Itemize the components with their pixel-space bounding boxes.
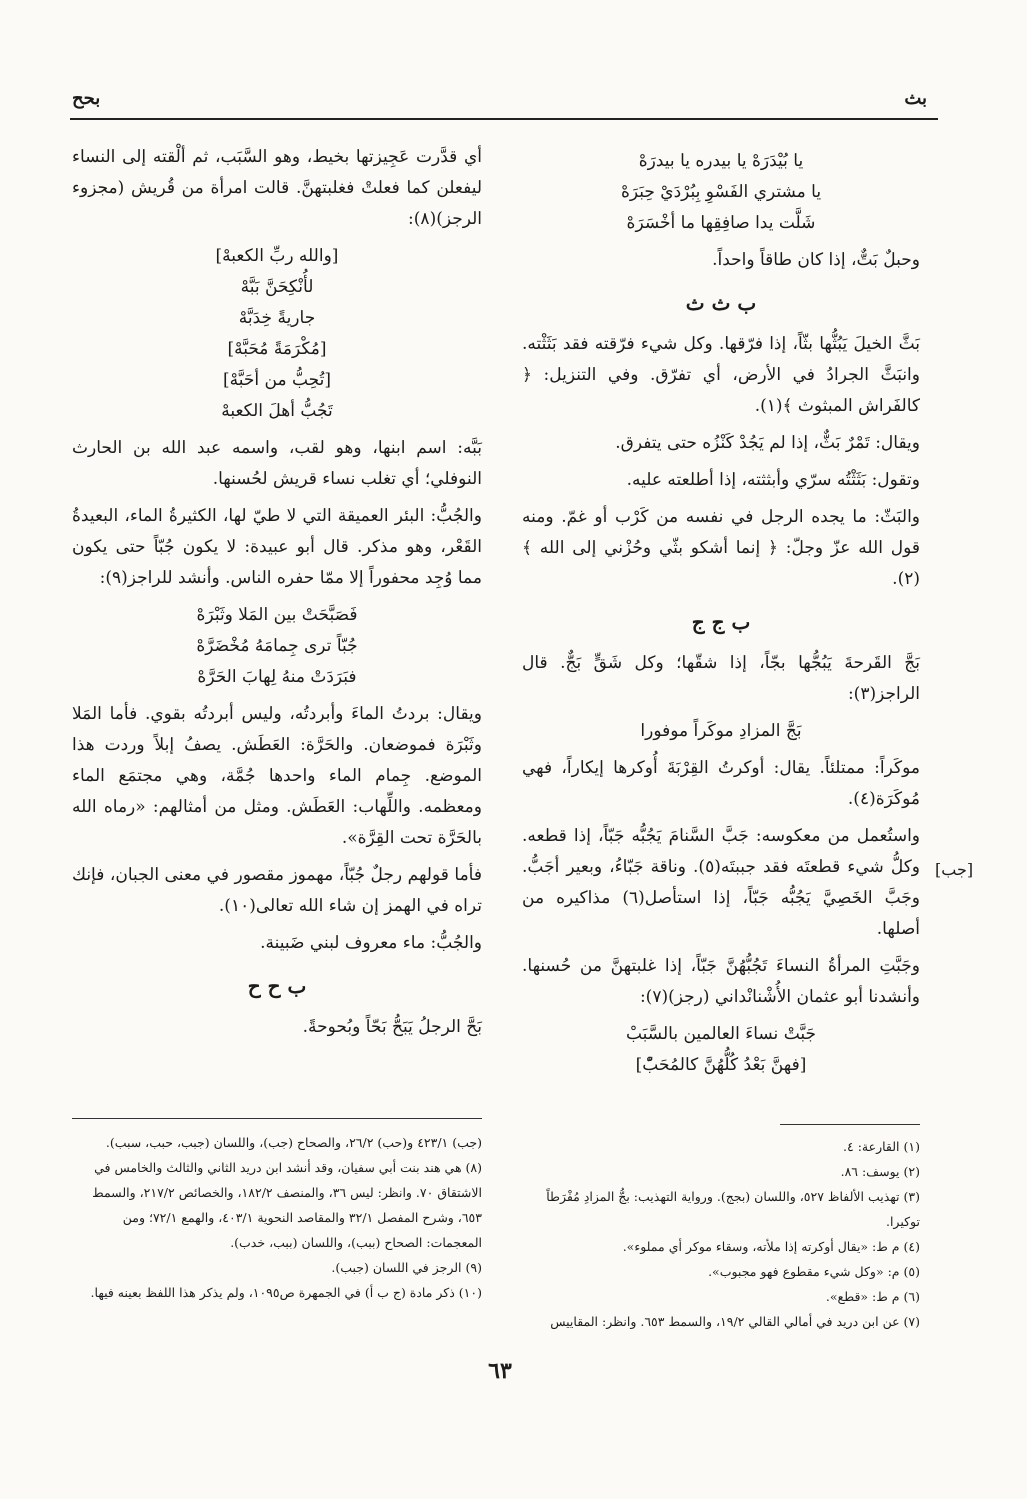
verse-line: [والله ربِّ الكعبهْ] bbox=[215, 246, 339, 266]
page-number: ٦٣ bbox=[488, 1358, 512, 1384]
poem-verse-bidara bbox=[522, 146, 920, 239]
footnote-rule-left bbox=[72, 1118, 482, 1119]
header-rule bbox=[70, 118, 938, 120]
footnote: (٣) تهذيب الألفاظ ٥٢٧، واللسان (بجج). ورواية التهذيب: بجُّ المزادِ مُفْرَطاً توكيرا. bbox=[546, 1189, 920, 1229]
paragraph: أي قدَّرت عَجِيزتها بخيط، وهو السَّبَب، ثم ألْقته إلى النساء ليفعلن كما فعلتْ فغلبتهنَّ. قالت امرأة من قُريش (مجزوء الرجز)(٨): bbox=[72, 147, 482, 229]
footnote: (٦) م ط: «قطع». bbox=[825, 1289, 920, 1304]
paragraph: وجَبَّتِ المرأةُ النساءَ تَجُبُّهُنَّ جَبّاً، إذا غلبتهنَّ من حُسنها. وأنشدنا أبو عثمان الأُشْنانْداني (رجز)(٧): bbox=[522, 956, 920, 1007]
footnote: (١٠) ذكر مادة (ج ب أ) في الجمهرة ص١٠٩٥، ولم يذكر هذا اللفظ بعينه فيها. bbox=[90, 1285, 482, 1300]
verse-line: جُبّاً ترى جِمامَهُ مُخْضَرَّهْ bbox=[196, 636, 358, 656]
paragraph: ويقال: بردتُ الماءَ وأبردتُه، وليس أبردتُه بقوي. فأما المَلا وثَبْرَة فموضعان. والحَرَّة: العَطَش. يصفُ إبلاً وردت هذا الموضع. جِمام الماء واحدها جُمَّة، وهي مجتمَع الماء ومعظمه. واللِّهاب: العَطَش. ومثل من أمثالهم: «رماه الله بالحَرَّة تحت القِرَّة». bbox=[72, 704, 482, 848]
verse-line: [فهنَّ بَعْدُ كُلُّهُنَّ كالمُحَبّْ] bbox=[635, 1055, 807, 1075]
verse-line: لأُنْكِحَنَّ بَبَّهْ bbox=[240, 277, 314, 297]
verse-line: يا بُيْدَرَهْ يا بيدره يا بيدرَهْ bbox=[638, 151, 804, 171]
footnote: (٨) هي هند بنت أبي سفيان، وقد أنشد ابن دريد الثاني والثالث والخامس في الاشتقاق ٧٠. وانظر: ليس ٣٦، والمنصف ١٨٢/٢، والخصائص ٢١٧/٢، والسمط ٦٥٣، وشرح المفصل ٣٢/١ والمقاصد النحوية ٤٠٣/١، والهمع ٧٢/١؛ ومن المعجمات: الصحاح (ببب)، واللسان (ببب، خدب). bbox=[92, 1160, 482, 1250]
footnote: (٤) م ط: «يقال أوكرته إذا ملأته، وسقاء موكر أي مملوء». bbox=[622, 1239, 920, 1254]
poem-verse-kaaba bbox=[72, 241, 482, 427]
footnote: (٩) الرجز في اللسان (جبب). bbox=[331, 1260, 482, 1275]
paragraph: بَثَّ الخيلَ يَبُثُّها بثّاً، إذا فرّقها. وكل شيء فرّقته فقد بَثَثْته. وانبَثَّ الجرادُ في الأرض، أي تفرّق. وفي التنزيل: ﴿ كالفَراش المبثوث ﴾(١). bbox=[522, 334, 920, 416]
verse-line: فبَرَدَتْ منهُ لِهابَ الحَرَّهْ bbox=[197, 667, 357, 687]
verse-line: بَجَّ المزادِ موكَراً موفورا bbox=[640, 721, 802, 741]
paragraph: والجُبُّ: البئر العميقة التي لا طيّ لها، الكثيرةُ الماء، البعيدةُ القَعْر، وهو مذكر. قال أبو عبيدة: لا يكون جُبّاً حتى يكون مما وُجِد محفوراً إلا ممّا حفره الناس. وأنشد للراجز(٩): bbox=[72, 506, 482, 588]
paragraph: وتقول: بَثَثْتُه سرّي وأبثثته، إذا أطلعته عليه. bbox=[626, 470, 920, 490]
footnote: (جب) ٤٢٣/١ و(حب) ٢٦/٢، والصحاح (جب)، واللسان (جبب، حبب، سبب). bbox=[105, 1135, 482, 1150]
footnote: (٢) يوسف: ٨٦. bbox=[840, 1164, 920, 1179]
verse-line: شَلَّت يدا صافِقِها ما أخْسَرَهْ bbox=[626, 213, 816, 233]
entry-heading-btht: ب ث ث bbox=[685, 291, 757, 315]
paragraph: وحبلٌ بَتٌّ، إذا كان طاقاً واحداً. bbox=[712, 250, 920, 270]
margin-tag-jb: [جب] bbox=[935, 860, 974, 879]
running-header-left: بحح bbox=[72, 88, 101, 109]
poem-verse-jabbat bbox=[522, 1019, 920, 1081]
entry-heading-bhh: ب ح ح bbox=[247, 974, 307, 998]
footnotes-right bbox=[520, 1134, 920, 1334]
verse-line: يا مشتري الفَسْوِ بِبُرْدَيْ حِبَرَهْ bbox=[620, 182, 822, 202]
footnote-rule-right bbox=[780, 1124, 920, 1125]
paragraph: بَجَّ القَرحةَ يَبُجُّها بجّاً، إذا شقّها؛ وكل شَقٍّ بَجٌّ. قال الراجز(٣): bbox=[522, 653, 920, 704]
paragraph: موكَراً: ممتلئاً. يقال: أوكرتُ القِرْبَةَ أُوكرها إيكاراً، فهي مُوكَرَة(٤). bbox=[522, 758, 920, 809]
verse-line: جَبَّتْ نساءَ العالمين بالسَّبَبْ bbox=[625, 1024, 817, 1044]
entry-heading-bjj: ب ج ج bbox=[691, 610, 751, 634]
paragraph: والجُبُّ: ماء معروف لبني ضَبينة. bbox=[260, 933, 482, 953]
paragraph: فأما قولهم رجلٌ جُبّاً، مهموز مقصور في معنى الجبان، فإنك تراه في الهمز إن شاء الله تعالى(١٠). bbox=[72, 865, 482, 916]
left-column bbox=[72, 142, 482, 1049]
footnote: (١) القارعة: ٤. bbox=[843, 1139, 920, 1154]
poem-verse-thabra bbox=[72, 600, 482, 693]
paragraph: بَبَّه: اسم ابنها، وهو لقب، واسمه عبد الله بن الحارث النوفلي؛ أي تغلب نساء قريش لحُسنها. bbox=[72, 438, 482, 489]
verse-line: [مُكْرَمَةً مُحَبَّهْ] bbox=[227, 339, 327, 359]
paragraph: واستُعمل من معكوسه: جَبَّ السَّنامَ يَجُبُّه جَبّاً، إذا قطعه. وكلُّ شيء قطعتَه فقد جببتَه(٥). وناقة جَبّاءُ، وبعير أجَبُّ. وجَبَّ الخَصِيَّ يَجُبُّه جَبّاً، إذا استأصل(٦) مذاكيره من أصلها. bbox=[522, 826, 921, 939]
footnotes-left bbox=[72, 1130, 482, 1305]
verse-line: تَجُبُّ أهلَ الكعبهْ bbox=[221, 401, 333, 421]
footnote: (٥) م: «وكل شيء مقطوع فهو مجبوب». bbox=[708, 1264, 920, 1279]
verse-line: [تُحِبُّ من أحَبَّهْ] bbox=[223, 370, 331, 390]
poem-verse-bajj bbox=[522, 716, 920, 747]
paragraph: ويقال: تَمْرٌ بَثٌّ، إذا لم يَجُدْ كَنْزُه حتى يتفرق. bbox=[615, 433, 920, 453]
verse-line: فَصَبَّحَتْ بين المَلا وثَبْرَهْ bbox=[196, 605, 358, 625]
footnote: (٧) عن ابن دريد في أمالي القالي ١٩/٢، والسمط ٦٥٣. وانظر: المقاييس bbox=[550, 1314, 920, 1329]
right-column bbox=[522, 142, 920, 1087]
paragraph: والبَثّ: ما يجده الرجل في نفسه من كَرْب أو غمّ. ومنه قول الله عزّ وجلّ: ﴿ إنما أشكو بثّي وحُزْني إلى الله ﴾(٢). bbox=[522, 507, 920, 589]
paragraph: بَحَّ الرجلُ يَبَحُّ بَحّاً وبُحوحةً. bbox=[302, 1017, 482, 1037]
verse-line: جاريةً خِدَبَّهْ bbox=[238, 308, 316, 328]
running-header-right: بث bbox=[904, 88, 927, 109]
